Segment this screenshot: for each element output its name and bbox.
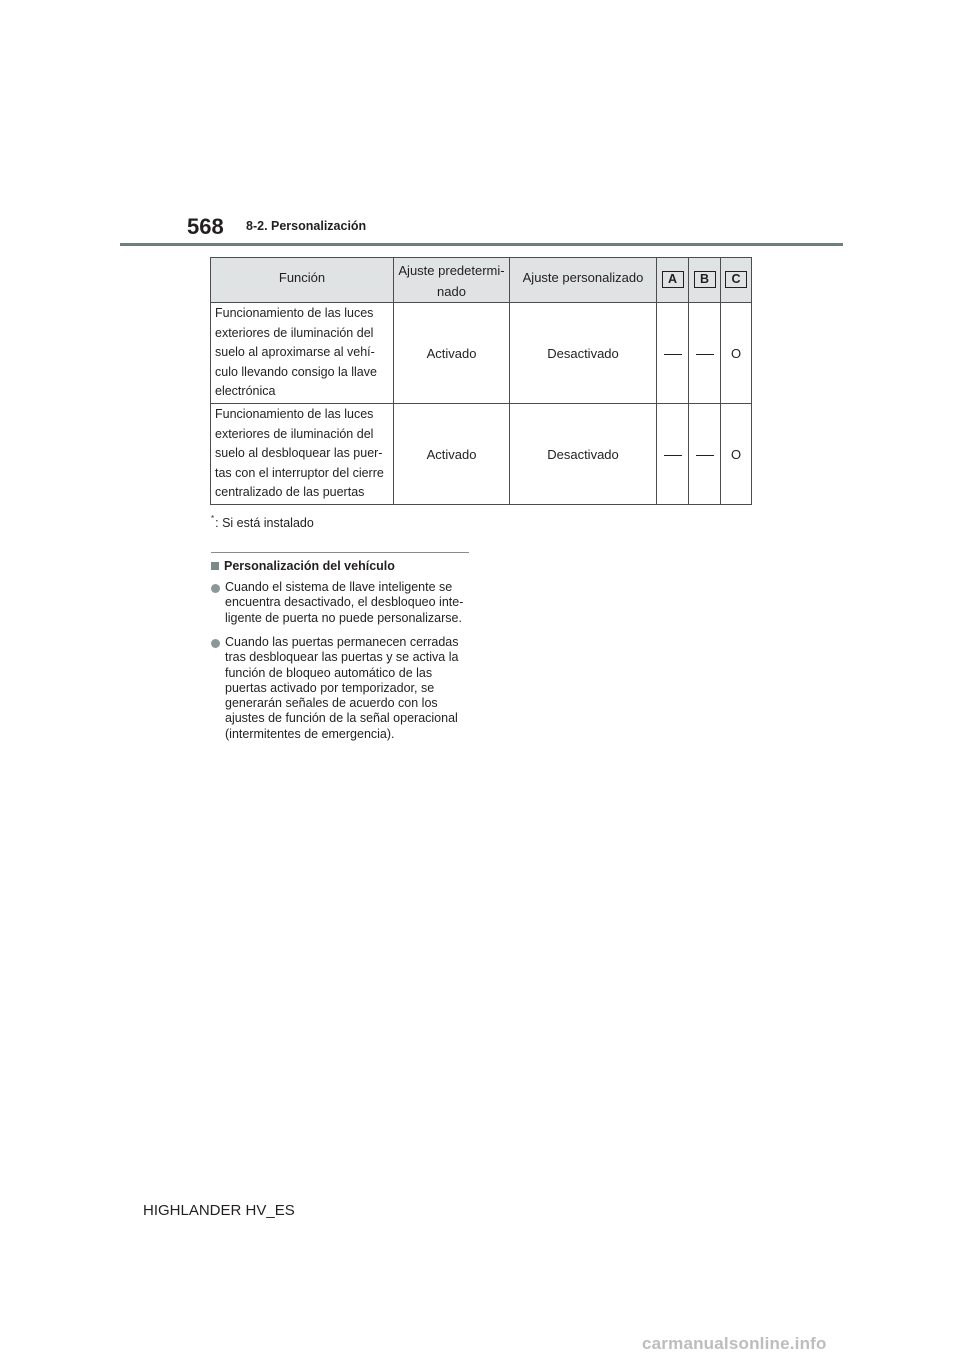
dash-mark: [696, 354, 714, 355]
note-text: Cuando las puertas permanecen cerradas tras desbloquear las puertas y se activa la función de bloqueo automático de las puertas activado por temporizador, se generarán señales de acuerdo con los ajustes de función de la señal operacional (intermitentes de emergencia).: [225, 635, 459, 741]
header-col-a: [657, 258, 689, 303]
settings-table: [210, 257, 752, 505]
model-label: HIGHLANDER HV_ES: [143, 1202, 295, 1219]
letter-a-box: A: [662, 271, 684, 288]
custom-cell: Desactivado: [510, 404, 657, 505]
table-row: [211, 404, 752, 505]
footnote-mark: *: [211, 514, 215, 523]
default-cell: Activado: [394, 404, 510, 505]
function-cell: Funcionamiento de las luces exteriores de iluminación del suelo al aproximarse al vehí- culo llevando consigo la llave electrónica: [211, 303, 394, 404]
custom-cell: Desactivado: [510, 303, 657, 404]
dash-mark: [664, 455, 682, 456]
default-cell: Activado: [394, 303, 510, 404]
header-col-b: [689, 258, 721, 303]
header-rule: [120, 243, 843, 246]
subsection-heading: Personalización del vehículo: [211, 559, 395, 573]
subsection-rule: [211, 552, 469, 553]
function-cell: Funcionamiento de las luces exteriores de iluminación del suelo al desbloquear las puer- tas con el interruptor del cierre centralizado de las puertas: [211, 404, 394, 505]
col-c-cell: O: [721, 404, 752, 505]
note-bullet: [211, 635, 473, 742]
footnote: [211, 514, 314, 530]
dash-mark: [664, 354, 682, 355]
note-text: Cuando el sistema de llave inteligente se encuentra desactivado, el desbloqueo inte-ligente de puerta no puede personalizarse.: [225, 580, 464, 625]
col-b-cell: [689, 404, 721, 505]
table-row: [211, 303, 752, 404]
circle-bullet-icon: [211, 639, 220, 648]
watermark: carmanualsonline.info: [642, 1334, 827, 1353]
square-bullet-icon: [211, 562, 219, 570]
note-bullet: [211, 580, 473, 626]
page-number: 568: [187, 214, 224, 239]
header-col-c: [721, 258, 752, 303]
header-custom: Ajuste personalizado: [510, 258, 657, 303]
circle-bullet-icon: [211, 584, 220, 593]
letter-b-box: B: [694, 271, 716, 288]
col-a-cell: [657, 303, 689, 404]
table-header-row: [211, 258, 752, 303]
col-a-cell: [657, 404, 689, 505]
header-function: Función: [211, 258, 394, 303]
footnote-text: : Si está instalado: [215, 516, 314, 530]
dash-mark: [696, 455, 714, 456]
letter-c-box: C: [725, 271, 747, 288]
col-c-cell: O: [721, 303, 752, 404]
header-default: Ajuste predetermi- nado: [394, 258, 510, 303]
section-title: 8-2. Personalización: [246, 219, 367, 233]
col-b-cell: [689, 303, 721, 404]
